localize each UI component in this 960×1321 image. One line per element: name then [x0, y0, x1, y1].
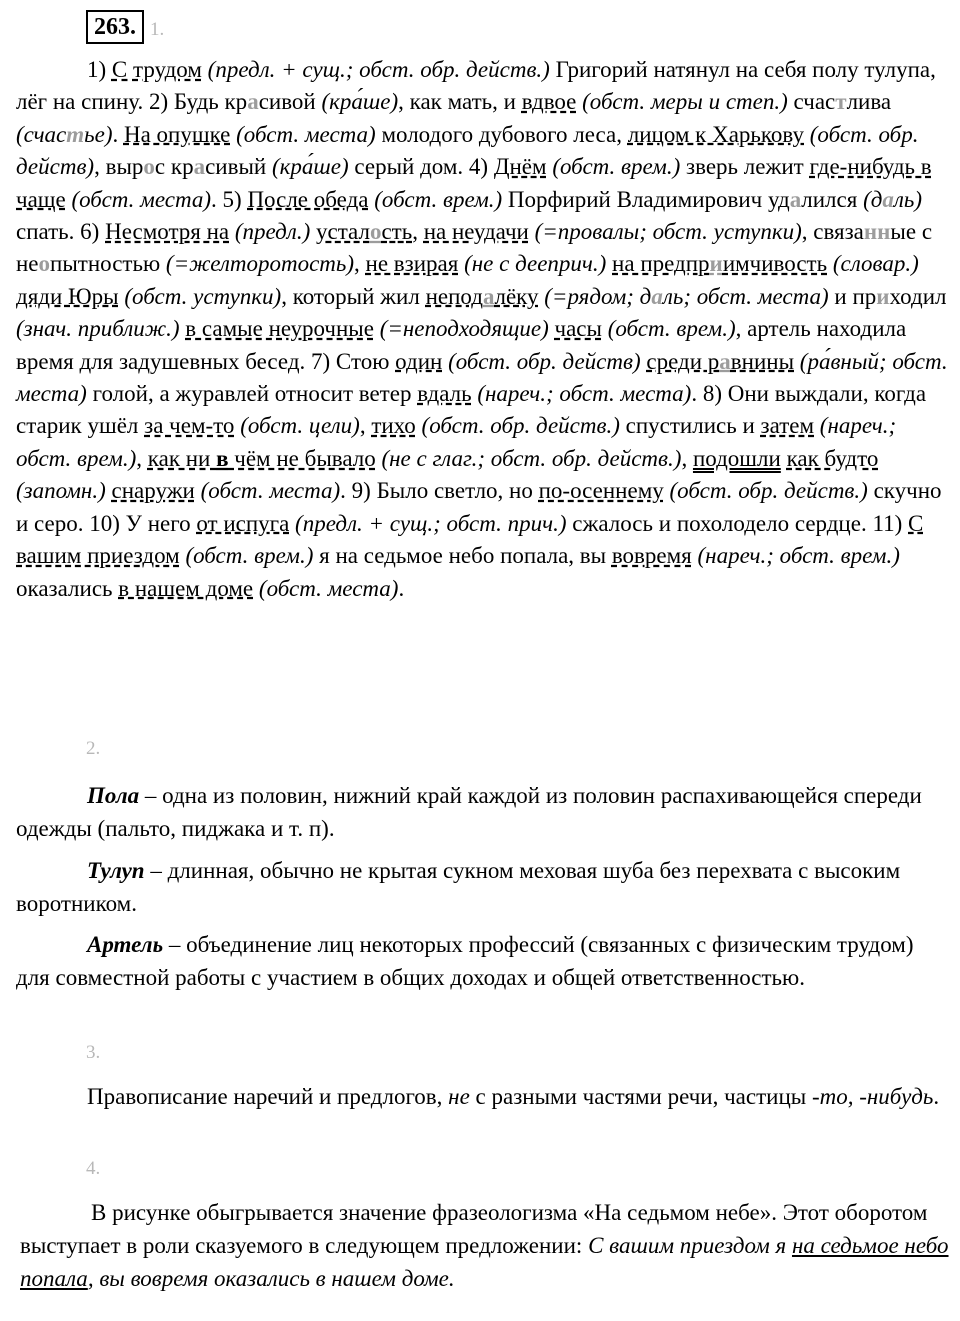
text: зверь лежит	[680, 154, 810, 180]
text: сивый	[205, 154, 267, 180]
adverbial: Днём	[493, 154, 547, 180]
definition-text: – одна из половин, нижний край каждой из половин распахивающейся спереди одежды (пальто, пиджака и т. п).	[16, 783, 922, 841]
example-sentence: С вашим приездом я	[588, 1233, 792, 1258]
adverbial: тихо	[371, 413, 416, 439]
note: (не с дееприч.)	[458, 251, 607, 277]
note: (предл. + сущ.; обст. прич.)	[289, 510, 567, 536]
note: (предл. + сущ.; обст. обр. действ.)	[201, 57, 550, 82]
text: , как мать, и	[398, 89, 522, 115]
adverbial: один	[395, 348, 443, 374]
part1-marker: 1.	[150, 19, 165, 40]
adverbial: где-нибудь в чаще	[16, 154, 932, 212]
note: (обст. места)	[65, 186, 212, 212]
part2-marker: 2.	[86, 738, 101, 759]
adverbial: по-осеннему	[538, 478, 664, 504]
text: спустились и	[619, 413, 761, 439]
adverbial: снаружи	[111, 478, 195, 504]
note: ше)	[362, 89, 399, 115]
definition-artel	[16, 928, 951, 994]
adverbial: от испуга	[196, 510, 290, 536]
part4-marker: 4.	[86, 1158, 101, 1179]
text: спать. 6)	[16, 219, 106, 245]
note: (обст. обр. действ)	[16, 121, 919, 180]
note: (обст. места)	[194, 478, 341, 504]
adverbial: за чем-то	[144, 413, 235, 439]
adverbial: непод	[425, 283, 483, 309]
note: а́	[818, 348, 831, 374]
adverbial: на предпр	[612, 251, 710, 277]
text: серый дом. 4)	[348, 154, 494, 180]
text: 1)	[87, 57, 112, 82]
text: лился	[801, 186, 858, 212]
adverbial: Несмотря на	[105, 219, 230, 245]
text: и пр	[828, 283, 877, 309]
highlight: а	[482, 283, 495, 309]
text-italic: не	[448, 1084, 470, 1109]
note: а́	[301, 154, 314, 180]
text: сжалось и похолодело сердце. 11)	[566, 510, 908, 536]
adverbial: среди р	[646, 348, 720, 374]
adverbial: На опушке	[123, 121, 231, 147]
note: вный; обст. места)	[16, 348, 948, 407]
example-sentence: , вы вовремя оказались в нашем доме	[87, 1266, 449, 1291]
text: . 9) Было светло, но	[340, 478, 539, 504]
exercise-number: 263.	[86, 10, 144, 44]
note: (предл.)	[229, 219, 311, 245]
note: (обст. врем.)	[368, 186, 503, 212]
text: кр	[165, 154, 194, 180]
highlight: и	[876, 283, 890, 309]
text: голой, а журавлей относит ветер	[86, 381, 418, 407]
definition-text: – объединение лиц некоторых профессий (связанных с физическим трудом) для совместной работы с участием в общих доходах и общей ответственностью.	[16, 932, 914, 990]
text: я на седьмое небо попала, вы	[313, 543, 612, 569]
term-artel: Артель	[87, 932, 164, 957]
text: ,	[359, 413, 372, 439]
note: (=неподходящие)	[373, 316, 549, 342]
text: ,	[412, 219, 424, 245]
note: (=провалы; обст. уступки)	[528, 219, 802, 245]
note: (кр	[266, 154, 302, 180]
note: ль)	[893, 186, 923, 212]
text: с разными частями речи, частицы	[469, 1084, 812, 1109]
adverbial: вовремя	[611, 543, 692, 569]
adverbial: в нашем доме	[118, 575, 254, 601]
text: молодого дубового леса,	[375, 121, 628, 147]
note: (р	[794, 348, 819, 374]
definition-text: – длинная, обычно не крытая сукном меховая шуба без перехвата с высоким воротником.	[16, 858, 901, 916]
highlight: а	[651, 283, 663, 309]
highlight: о	[38, 251, 51, 277]
adverbial: чём не бывало	[228, 445, 376, 471]
adverbial: имчивость	[722, 251, 828, 277]
text: ые с не	[16, 219, 933, 277]
adverbial: затем	[760, 413, 815, 439]
text: ,	[354, 251, 366, 277]
adverbial: С трудом	[111, 57, 202, 82]
note: (обст. меры и степ.)	[576, 89, 788, 115]
note: (нареч.; обст. места)	[471, 381, 692, 407]
highlight: т	[835, 89, 847, 115]
part1-text	[16, 54, 948, 605]
note: (=желторотость)	[160, 251, 355, 277]
note: (обст. цели)	[234, 413, 360, 439]
adverbial: внины	[730, 348, 795, 374]
text: . 8) Они выждали, когда старик ушёл	[16, 381, 927, 439]
note: (д	[857, 186, 883, 212]
adverbial: лицом к Харькову	[627, 121, 804, 147]
term-tulup: Тулуп	[87, 858, 145, 883]
bold-letter: в	[216, 445, 229, 471]
text: оказались	[16, 575, 119, 601]
note: (обст. обр. действ.)	[415, 413, 620, 439]
adverbial: сть	[381, 219, 413, 245]
text: ,	[681, 445, 693, 471]
adverbial: С вашим приездом	[16, 510, 924, 569]
note: а́	[351, 89, 363, 115]
note: (кр	[315, 89, 352, 115]
adverbial: в самые неурочные	[185, 316, 374, 342]
note: (обст. места)	[230, 121, 376, 147]
text: , выр	[94, 154, 144, 180]
text: сивой	[258, 89, 316, 115]
text: скучно и серо. 10) У него	[16, 478, 942, 536]
phraseologism: на седьмое небо попала	[20, 1233, 949, 1291]
definition-pola	[16, 779, 951, 845]
highlight: а	[789, 186, 802, 212]
note: (обст. врем.)	[601, 316, 736, 342]
text: .	[112, 121, 124, 147]
part3-marker: 3.	[86, 1042, 101, 1063]
exercise-header	[86, 10, 164, 44]
adverbial: вдвое	[521, 89, 577, 115]
text: Григорий натянул на себя полу тулупа, лёг на спину. 2) Будь кр	[16, 57, 936, 115]
text: . 5)	[211, 186, 248, 212]
note: (обст. места)	[253, 575, 399, 601]
adverbial: устал	[316, 219, 370, 245]
note: (знач. приближ.)	[16, 316, 180, 342]
predicate: подошли	[692, 445, 781, 471]
note: ше)	[313, 154, 349, 180]
note: (нареч.; обст. врем.)	[691, 543, 900, 569]
adverbial: как будто	[786, 445, 879, 471]
text: ,	[136, 445, 148, 471]
text: , артель находила время для задушевных бесед. 7) Стою	[16, 316, 907, 374]
note: (обст. врем.)	[179, 543, 314, 569]
text-italic: -то, -нибудь	[811, 1084, 934, 1109]
note: ль; обст. места)	[662, 283, 829, 309]
note: (=рядом; д	[538, 283, 652, 309]
text: лива	[846, 89, 892, 115]
text: ходил	[889, 283, 947, 309]
definition-tulup	[16, 854, 951, 920]
term-pola: Пола	[87, 783, 140, 808]
text: с	[154, 154, 166, 180]
highlight: а	[247, 89, 259, 115]
part4-text	[20, 1196, 950, 1295]
part3-text	[16, 1080, 951, 1113]
text: пытностью	[50, 251, 161, 277]
adverbial: дяди Юры	[16, 283, 119, 309]
highlight: а	[193, 154, 206, 180]
note: ье)	[84, 121, 113, 147]
adverbial: вдаль	[417, 381, 472, 407]
text: Правописание наречий и предлогов,	[87, 1084, 449, 1109]
note: (обст. уступки)	[118, 283, 282, 309]
adverbial: часы	[554, 316, 602, 342]
adverbial: После обеда	[247, 186, 369, 212]
note: (обст. врем.)	[546, 154, 681, 180]
highlight: а	[719, 348, 731, 374]
adverbial: как ни	[147, 445, 217, 471]
note: (запомн.)	[16, 478, 106, 504]
text: , связа	[801, 219, 864, 245]
adverbial: на неудачи	[423, 219, 529, 245]
note: (обст. обр. действ)	[442, 348, 641, 374]
note: (обст. обр. действ.)	[663, 478, 868, 504]
highlight: о	[143, 154, 155, 180]
highlight: т	[66, 121, 85, 147]
text: .	[933, 1084, 940, 1109]
highlight: нн	[863, 219, 891, 245]
text: .	[398, 575, 405, 601]
note: (словар.)	[827, 251, 919, 277]
note: (счас	[16, 121, 67, 147]
highlight: о	[369, 219, 382, 245]
highlight: и	[709, 251, 723, 277]
example-sentence: .	[448, 1266, 455, 1291]
text: В рисунке обыгрывается значение фразеологизма «На седьмом небе». Этот оборотом выступает в роли сказуемого в следующем предложении:	[20, 1200, 928, 1258]
text: , который жил	[281, 283, 426, 309]
text: счас	[787, 89, 836, 115]
highlight: а	[882, 186, 894, 212]
note: (не с глаг.; обст. обр. действ.)	[375, 445, 682, 471]
adverbial: не взирая	[365, 251, 459, 277]
note: (нареч.; обст. врем.)	[16, 413, 897, 471]
text: Порфирий Владимирович уд	[502, 186, 790, 212]
adverbial: лёку	[494, 283, 539, 309]
